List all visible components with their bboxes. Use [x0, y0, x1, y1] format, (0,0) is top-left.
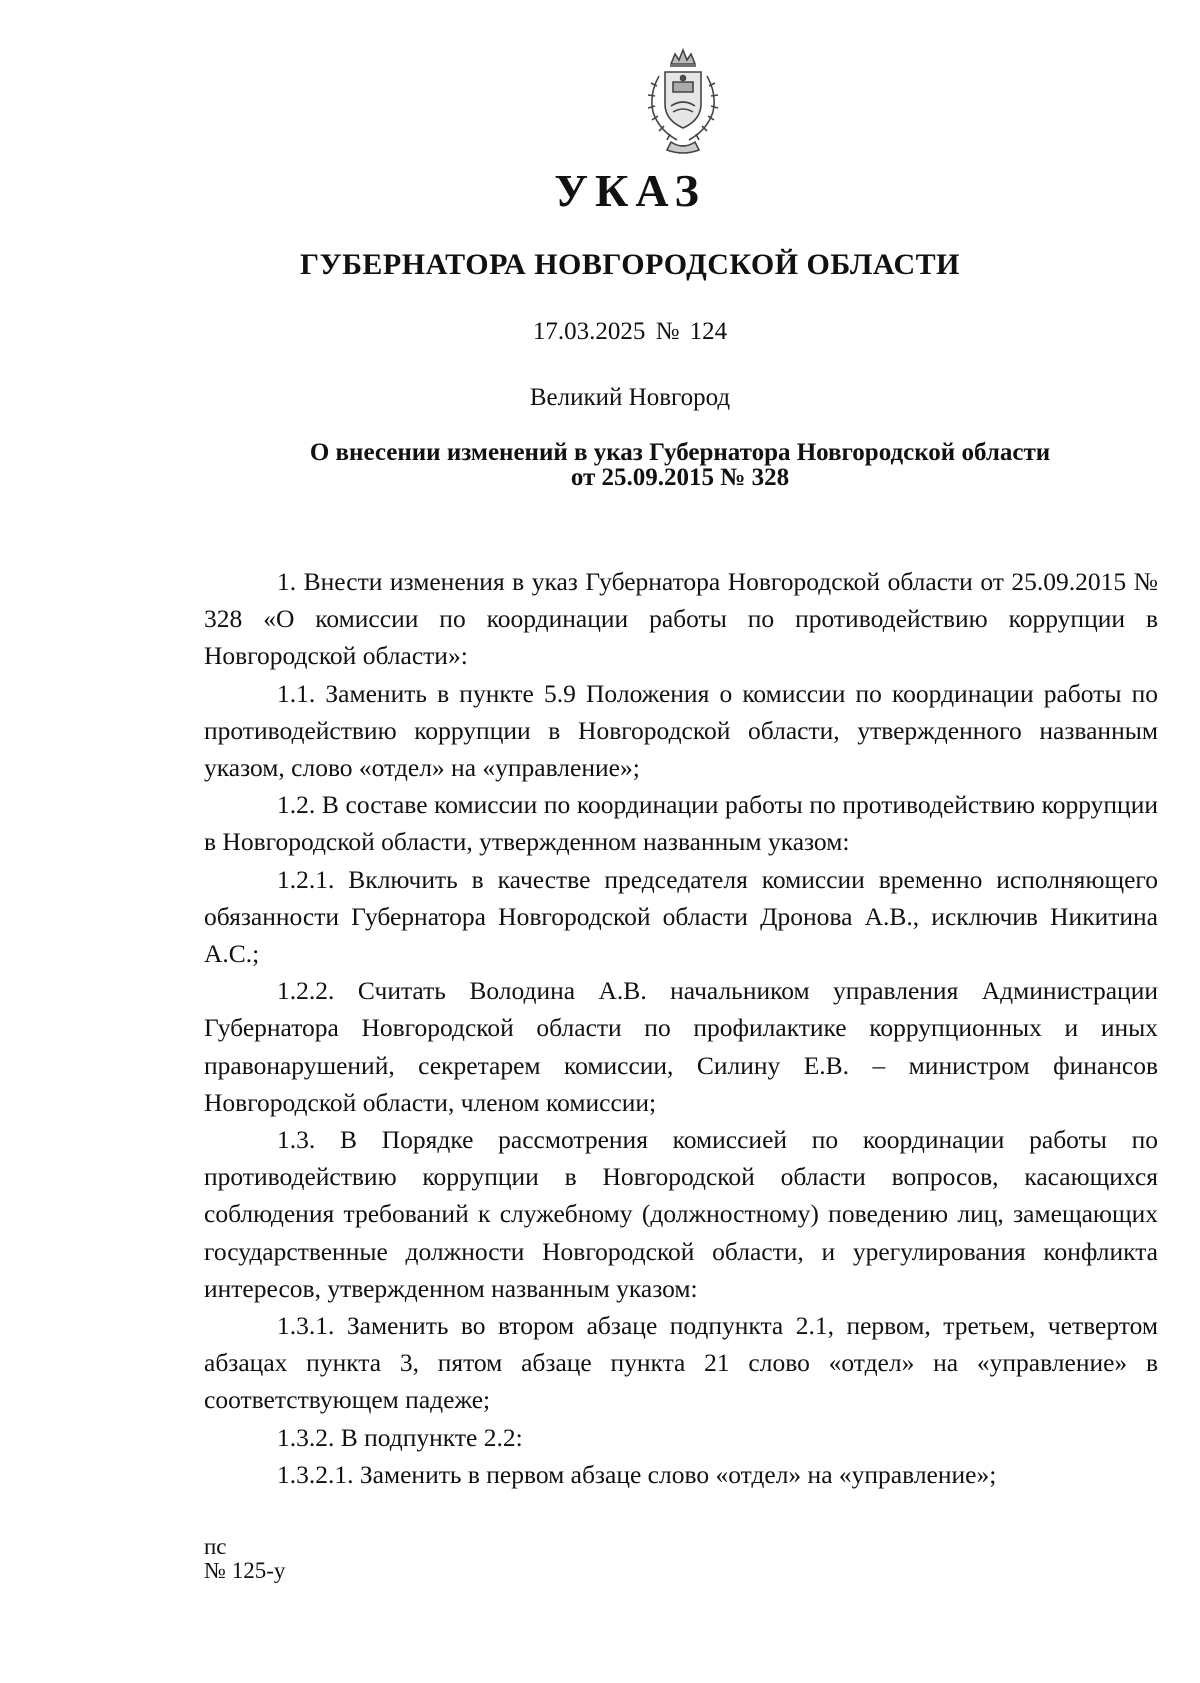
paragraph-1-3-2-1: 1.3.2.1. Заменить в первом абзаце слово «отдел» на «управление»;	[277, 1459, 997, 1489]
number-sign: №	[655, 318, 680, 345]
heading-line-2: от 25.09.2015 № 328	[570, 464, 790, 491]
date-number-line	[0, 318, 1200, 346]
document-number: 124	[689, 318, 728, 345]
document-type-title: УКАЗ	[554, 165, 706, 216]
issuer-title: ГУБЕРНАТОРА НОВГОРОДСКОЙ ОБЛАСТИ	[299, 248, 961, 281]
paragraph-1-3-1: 1.3.1. Заменить во втором абзаце подпункта 2.1, первом, третьем, четвертом абзацах пункта 3, пятом абзаце пункта 21 слово «отдел» на «управление» в соответствующем падеже;	[204, 1311, 1158, 1415]
document-body	[204, 563, 1158, 1493]
heading-line-1: О внесении изменений в указ Губернатора Новгородской области	[309, 439, 1051, 466]
paragraph-1-2-1: 1.2.1. Включить в качестве председателя комиссии временно исполняющего обязанности Губернатора Новгородской области Дронова А.В., исключив Никитина А.С.;	[204, 864, 1158, 969]
paragraph-1-2-2: 1.2.2. Считать Володина А.В. начальником управления Администрации Губернатора Новгородской области по профилактике коррупционных и иных правонарушений, секретарем комиссии, Силину Е.В. – министром финансов Новгородской области, членом комиссии;	[204, 976, 1158, 1117]
footer-number: № 125-у	[204, 1558, 286, 1583]
document-heading	[200, 440, 1160, 490]
paragraph-1-1: 1.1. Заменить в пункте 5.9 Положения о комиссии по координации работы по противодействию коррупции в Новгородской области, утвержденного названным указом, слово «отдел» на «управление»;	[204, 678, 1158, 783]
coat-of-arms-icon	[637, 46, 729, 156]
footer-code: пс	[204, 1534, 227, 1559]
issue-city: Великий Новгород	[529, 384, 731, 411]
paragraph-1-3: 1.3. В Порядке рассмотрения комиссией по координации работы по противодействию коррупции в Новгородской области вопросов, касающихся соблюдения требований к служебному (должностному) поведению лиц, замещающих государственные должности Новгородской области, и урегулирования конфликта интересов, утвержденном названным указом:	[204, 1125, 1158, 1303]
paragraph-1-3-2: 1.3.2. В подпункте 2.2:	[277, 1422, 523, 1452]
paragraph-1-2: 1.2. В составе комиссии по координации работы по противодействию коррупции в Новгородской области, утвержденном названным указом:	[204, 790, 1158, 857]
footer-registration	[204, 1535, 285, 1583]
paragraph-1: 1. Внести изменения в указ Губернатора Новгородской области от 25.09.2015 № 328 «О комиссии по координации работы по противодействию коррупции в Новгородской области»:	[204, 567, 1158, 671]
document-date: 17.03.2025	[532, 318, 646, 345]
